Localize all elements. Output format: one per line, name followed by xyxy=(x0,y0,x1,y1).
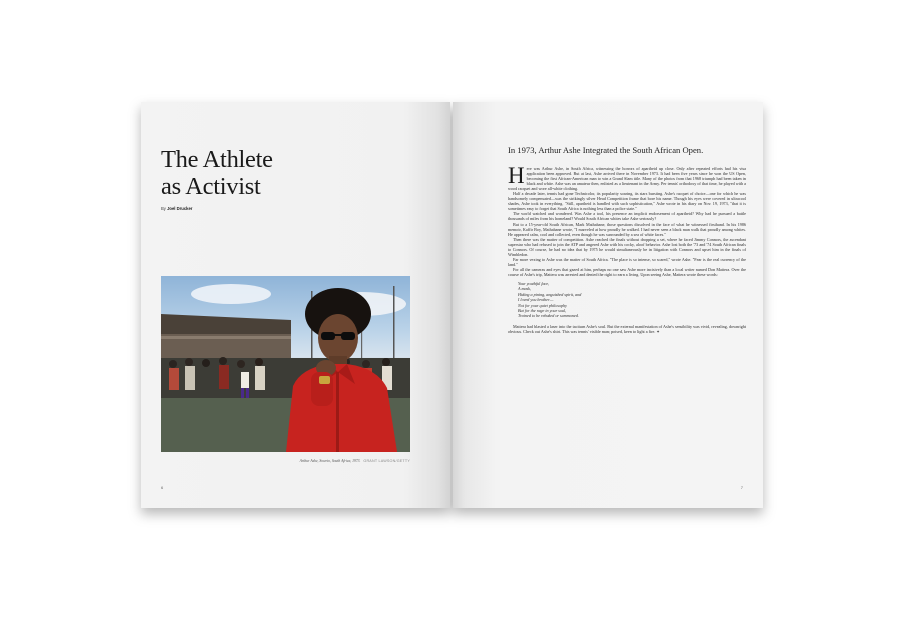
paragraph-4: But to a 15-year-old South African, Mark Mathabane, those questions dissolved in the face of what he witnessed firsthand. In his 1986 memoir, Kaffir Boy, Mathabane wrote, "I marveled at how proudly he walked. I had never seen a black man walk that proudly among whites. He appeared calm, cool and collected, even though he was surrounded by a sea of white faces." xyxy=(508,221,746,237)
paragraph-7: For all the cameras and eyes that gazed at him, perhaps no one saw Ashe more incisively than a local writer named Don Mattera. Over the course of Ashe's trip, Mattera was arrested and denied the right to earn a living. Upon seeing Ashe, Mattera wrote these words: xyxy=(508,266,746,277)
poem-line: A mask, xyxy=(518,286,532,292)
poem-line: But for the rage in your soul, xyxy=(518,308,567,314)
paragraph-1 xyxy=(508,163,746,192)
paragraph-2: Half a decade later, tennis had gone Technicolor, its popularity soaring, its stars bursting. Ashe's racquet of choice—one for which he was handsomely compensated—was the strikingly silver Head Competition frame that bore his name. Though his eyes were covered in ultracool shades, Ashe took in everything. "Still, apartheid is handled with such sophistication," Ashe wrote in his diary on Nov. 19, 1973, "that it is sometimes easy to forget that South Africa is nothing less than a police state." xyxy=(508,191,746,212)
closing-paragraph: Mattera had blasted a laser into the taciturn Ashe's soul. But the external manifestation of Ashe's sensibility was vivid, revealing, downright obvious. Check out Ashe's shirt. This was tennis' visible man; poised, keen to light a fire. ✦ xyxy=(508,323,746,334)
byline-prefix: By xyxy=(161,206,166,211)
photo-credit: GRANT LAWSON/GETTY xyxy=(363,459,410,463)
paragraph-6: Far more vexing to Ashe was the matter of South Africa. "The place is so intense, so scared," wrote Ashe. "Fear is the real currency of the land." xyxy=(508,256,746,267)
paragraph-1-text: ere was Arthur Ashe, in South Africa, witnessing the horrors of apartheid up close. Only after repeated efforts had his visa application been approved. But at last, Ashe arrived there in November 1973. It had been five years since he won the US Open, becoming the first African-American man to win a Grand Slam title. Many of the photos from that 1968 triumph had been taken in black and white. Ashe was an amateur then, enlisted as a lieutenant in the Army. Per tennis' orthodoxy of that time, he played with a wood racquet and wore all-white clothing. xyxy=(508,166,746,192)
poem-line: Hiding a pining, anguished spirit, and xyxy=(518,291,582,297)
article-title xyxy=(161,146,273,200)
poem-line: Trained to be rebuked or summoned. xyxy=(518,313,579,319)
poem-line: Your youthful face, xyxy=(518,281,550,287)
photo-illustration xyxy=(161,276,410,452)
title-line-1: The Athlete xyxy=(161,146,273,173)
byline xyxy=(161,206,192,211)
caption-text: Arthur Ashe, Soweto, South Africa, 1973. xyxy=(299,459,361,463)
poem-line: Not for your quiet philosophy xyxy=(518,302,567,308)
page-number-left: 6 xyxy=(161,485,164,490)
paragraph-3: The world watched and wondered. Was Ashe a tool, his presence an implicit endorsement of apartheid? Why had he pursued a battle thousands of miles from his homeland? Would South African whites take Ashe seriously? xyxy=(508,211,746,222)
left-page xyxy=(141,102,450,508)
poem-block xyxy=(518,281,746,319)
page-number-right: 7 xyxy=(740,485,743,490)
title-line-2: as Activist xyxy=(161,173,261,200)
drop-cap: H xyxy=(508,163,525,188)
article-photo xyxy=(161,276,410,452)
magazine-spread xyxy=(141,102,763,508)
poem-line: I loved you brother— xyxy=(518,297,554,303)
paragraph-5: Then there was the matter of competition. Ashe reached the finals without dropping a set, where he faced Jimmy Connors, the ascendant superstar who had refused to join the ATP and angered Ashe with his cocky, aloof behavior. Ashe lost both the '73 and '74 South African finals to Connors. Of course, he had no idea that by 1975 he would simultaneously be in litigation with Connors and upset him in the finals of Wimbledon. xyxy=(508,236,746,257)
photo-caption xyxy=(161,459,410,463)
article-body xyxy=(508,163,746,334)
right-page xyxy=(453,102,763,508)
byline-author: Joel Drucker xyxy=(167,206,193,211)
article-deck: In 1973, Arthur Ashe Integrated the South African Open. xyxy=(508,145,704,155)
